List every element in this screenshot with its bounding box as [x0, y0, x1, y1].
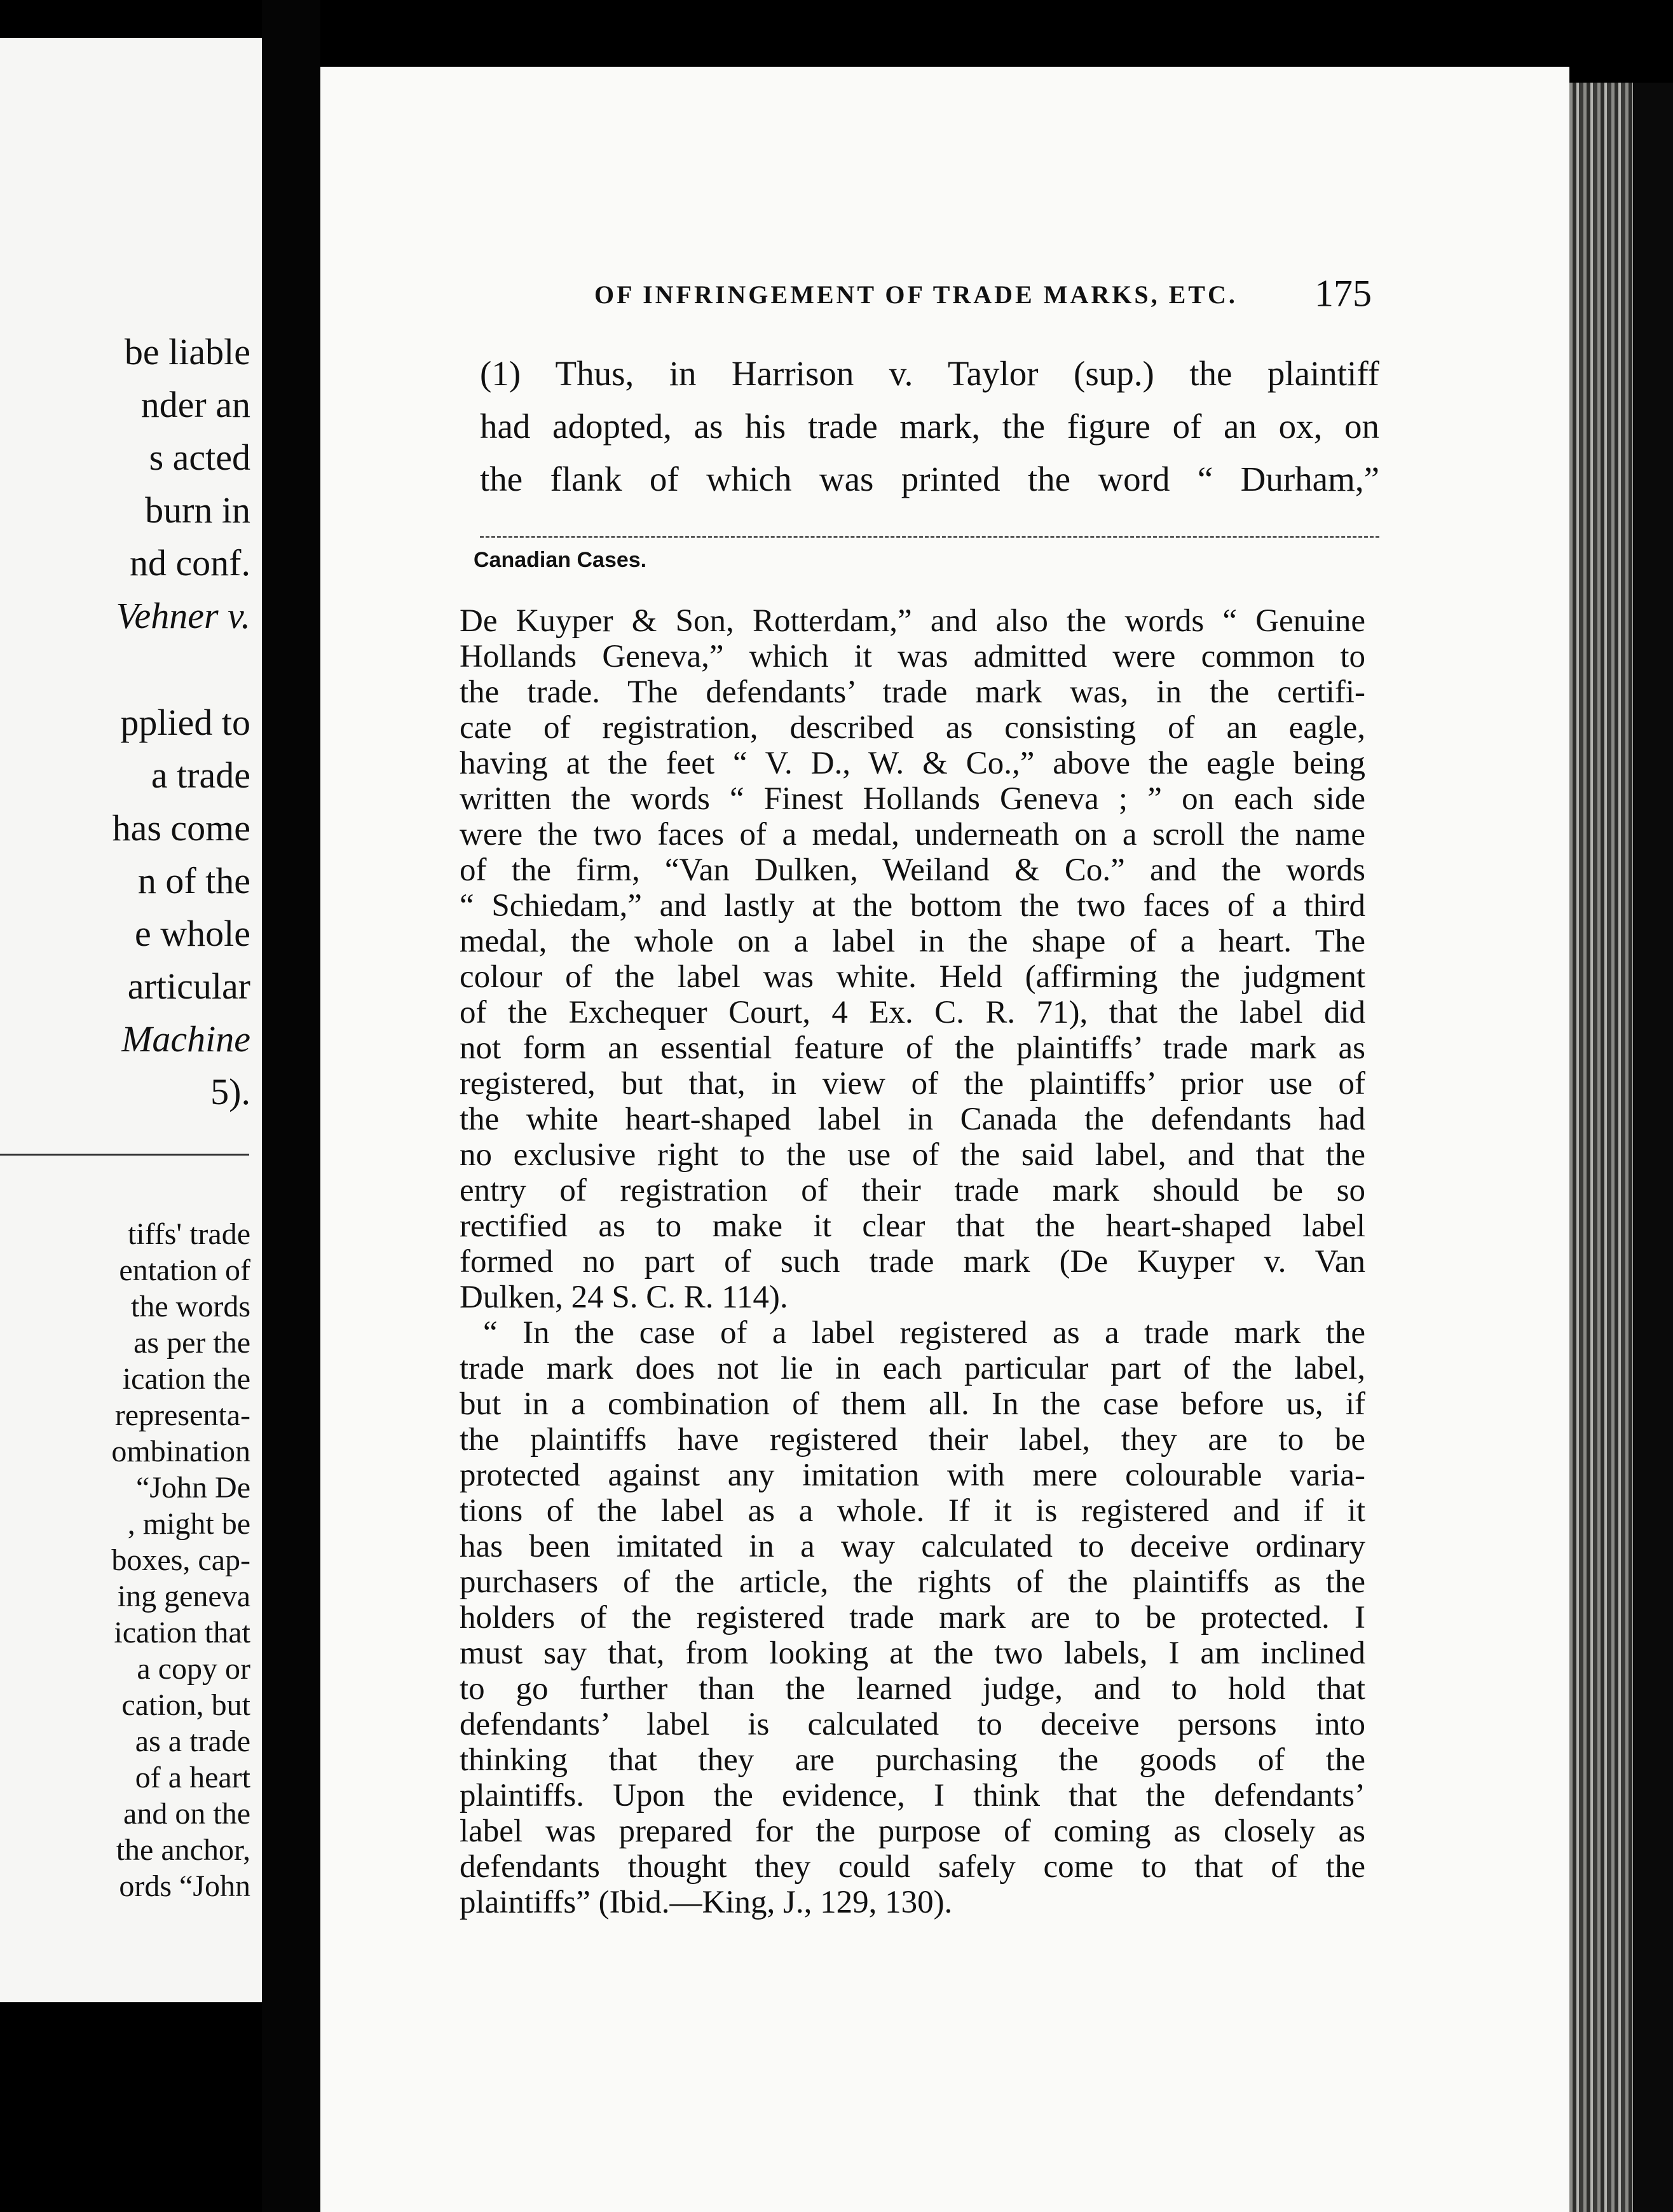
left-page-line: burn in — [145, 489, 250, 531]
left-page-line: nd conf. — [129, 542, 250, 584]
body-line: plaintiffs. Upon the evidence, I think that the defendants’ — [460, 1778, 1365, 1813]
body-line: tions of the label as a whole. If it is registered and if it — [460, 1493, 1365, 1529]
body-line: trade mark does not lie in each particular part of the label, — [460, 1351, 1365, 1386]
left-page-note-line: cation, but — [121, 1688, 250, 1722]
body-line: Hollands Geneva,” which it was admitted were common to — [460, 639, 1365, 674]
body-line: entry of registration of their trade mark should be so — [460, 1173, 1365, 1208]
footnote-line: had adopted, as his trade mark, the figure of an ox, on — [480, 407, 1379, 446]
left-page-line: s acted — [149, 437, 250, 478]
body-line: to go further than the learned judge, and to hold that — [460, 1671, 1365, 1707]
section-divider — [480, 536, 1379, 538]
left-page-line: n of the — [137, 860, 250, 901]
left-page-line: e whole — [135, 913, 250, 954]
left-page-note-line: as per the — [133, 1326, 250, 1360]
body-line: formed no part of such trade mark (De Kuyper v. Van — [460, 1244, 1365, 1280]
running-head: OF INFRINGEMENT OF TRADE MARKS, ETC. — [594, 280, 1238, 309]
page-edges — [1569, 83, 1633, 2212]
left-page-note-line: ords “John — [119, 1869, 250, 1903]
body-line: of the Exchequer Court, 4 Ex. C. R. 71), that the label did — [460, 995, 1365, 1030]
body-line: thinking that they are purchasing the goods of the — [460, 1742, 1365, 1778]
left-page-line: has come — [112, 807, 250, 849]
left-page-note-line: the words — [131, 1290, 250, 1323]
left-page-line: articular — [127, 966, 250, 1007]
footnote-line: (1) Thus, in Harrison v. Taylor (sup.) the plaintiff — [480, 354, 1379, 393]
left-page-rule — [0, 1154, 249, 1156]
left-page-note-line: ombination — [111, 1435, 250, 1468]
left-facing-page — [0, 38, 262, 2002]
body-line: not form an essential feature of the plaintiffs’ trade mark as — [460, 1030, 1365, 1066]
body-line: having at the feet “ V. D., W. & Co.,” above the eagle being — [460, 746, 1365, 781]
body-line: no exclusive right to the use of the said label, and that the — [460, 1137, 1365, 1173]
body-line: cate of registration, described as consisting of an eagle, — [460, 710, 1365, 746]
body-line: defendants’ label is calculated to deceive persons into — [460, 1707, 1365, 1742]
body-line: medal, the whole on a label in the shape of a heart. The — [460, 924, 1365, 959]
body-line: but in a combination of them all. In the case before us, if — [460, 1386, 1365, 1422]
body-line: registered, but that, in view of the plaintiffs’ prior use of — [460, 1066, 1365, 1102]
body-line: were the two faces of a medal, underneath on a scroll the name — [460, 817, 1365, 852]
left-page-line: Vehner v. — [116, 595, 250, 636]
page-edges-shadow — [1633, 83, 1673, 2212]
left-page-note-line: ication that — [114, 1616, 250, 1649]
left-page-note-line: of a heart — [135, 1761, 250, 1794]
left-page-note-line: ing geneva — [117, 1580, 250, 1613]
book-gutter — [262, 0, 320, 2212]
body-line: colour of the label was white. Held (affirming the judgment — [460, 959, 1365, 995]
body-line: rectified as to make it clear that the heart-shaped label — [460, 1208, 1365, 1244]
left-page-note-line: as a trade — [135, 1724, 250, 1758]
left-page-note-line: and on the — [123, 1797, 250, 1831]
body-line: “ In the case of a label registered as a trade mark the — [483, 1315, 1365, 1351]
body-line: holders of the registered trade mark are to be protected. I — [460, 1600, 1365, 1635]
left-page-note-line: a copy or — [137, 1652, 250, 1686]
body-line: of the firm, “Van Dulken, Weiland & Co.” and the words — [460, 852, 1365, 888]
left-page-note-line: tiffs' trade — [127, 1217, 250, 1251]
left-page-note-line: the anchor, — [116, 1833, 250, 1867]
body-line: defendants thought they could safely come to that of the — [460, 1849, 1365, 1885]
body-line: “ Schiedam,” and lastly at the bottom the two faces of a third — [460, 888, 1365, 924]
body-line: protected against any imitation with mere colourable varia- — [460, 1458, 1365, 1493]
body-line: the plaintiffs have registered their label, they are to be — [460, 1422, 1365, 1458]
body-line: the white heart-shaped label in Canada the defendants had — [460, 1102, 1365, 1137]
left-page-note-line: , might be — [127, 1507, 250, 1541]
left-page-line: a trade — [151, 754, 250, 796]
section-heading: Canadian Cases. — [474, 548, 647, 572]
body-line: label was prepared for the purpose of coming as closely as — [460, 1813, 1365, 1849]
left-page-note-line: “John De — [136, 1471, 250, 1505]
body-line: plaintiffs” (Ibid.—King, J., 129, 130). — [460, 1885, 953, 1920]
footnote-line: the flank of which was printed the word “ Durham,” — [480, 460, 1379, 498]
left-page-line: Machine — [121, 1018, 250, 1060]
left-page-note-line: ication the — [122, 1362, 250, 1396]
left-page-line: pplied to — [120, 702, 250, 743]
body-line: purchasers of the article, the rights of the plaintiffs as the — [460, 1564, 1365, 1600]
left-page-line: be liable — [124, 331, 250, 372]
body-line: De Kuyper & Son, Rotterdam,” and also the words “ Genuine — [460, 603, 1365, 639]
left-page-note-line: boxes, cap- — [111, 1543, 250, 1577]
left-page-line: 5). — [210, 1071, 250, 1112]
left-page-line: nder an — [140, 384, 250, 425]
body-line: Dulken, 24 S. C. R. 114). — [460, 1280, 788, 1315]
left-page-note-line: entation of — [119, 1253, 250, 1287]
left-page-note-line: representa- — [114, 1398, 250, 1432]
body-line: written the words “ Finest Hollands Geneva ; ” on each side — [460, 781, 1365, 817]
body-line: has been imitated in a way calculated to deceive ordinary — [460, 1529, 1365, 1564]
page-number: 175 — [1314, 272, 1372, 315]
body-line: must say that, from looking at the two labels, I am inclined — [460, 1635, 1365, 1671]
body-line: the trade. The defendants’ trade mark was, in the certifi- — [460, 674, 1365, 710]
